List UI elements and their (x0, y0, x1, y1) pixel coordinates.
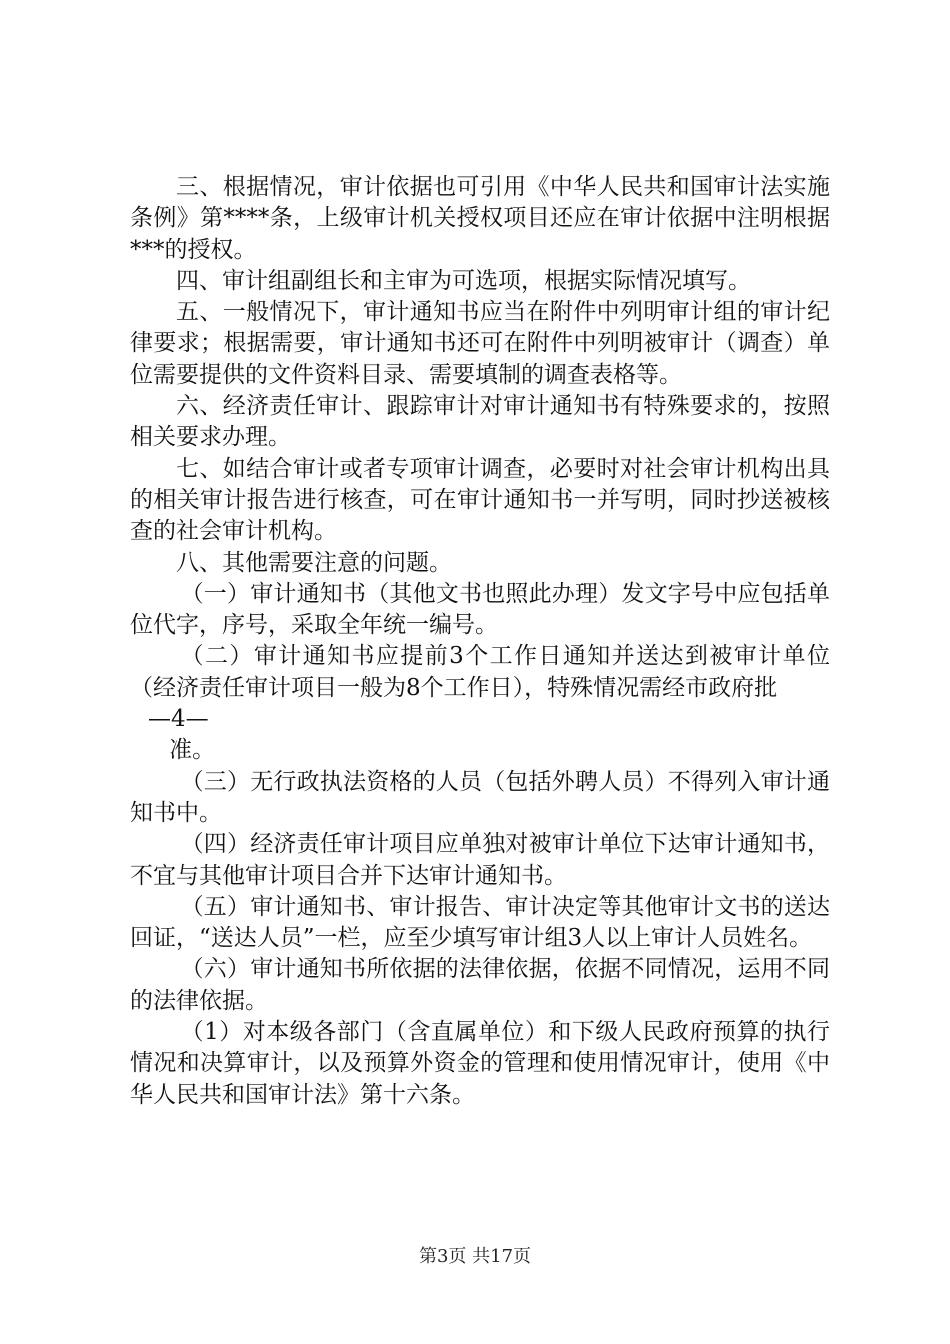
paragraph-3: 三、根据情况，审计依据也可引用《中华人民共和国审计法实施条例》第****条，上级审计机关授权项目还应在审计依据中注明根据***的授权。 (130, 174, 830, 263)
paragraph-8-6-1: （1）对本级各部门（含直属单位）和下级人民政府预算的执行情况和决算审计，以及预算外资金的管理和使用情况审计，使用《中华人民共和国审计法》第十六条。 (130, 1019, 830, 1108)
continuation-text: 准。 (169, 737, 216, 764)
page-footer: 第3页 共17页 (418, 1246, 532, 1267)
paragraph-8-1: （一）审计通知书（其他文书也照此办理）发文字号中应包括单位代字，序号，采取全年统一编号。 (130, 580, 830, 639)
paragraph-8-4: （四）经济责任审计项目应单独对被审计单位下达审计通知书，不宜与其他审计项目合并下达审计通知书。 (130, 831, 830, 889)
paragraph-4: 四、审计组副组长和主审为可选项，根据实际情况填写。 (176, 267, 751, 294)
paragraph-8-6: （六）审计通知书所依据的法律依据，依据不同情况，运用不同的法律依据。 (130, 956, 830, 1014)
page-marker: —4— (148, 706, 209, 733)
paragraph-8-2: （二）审计通知书应提前3个工作日通知并送达到被审计单位（经济责任审计项目一般为8个工作日），特殊情况需经市政府批 (130, 643, 830, 701)
paragraph-8-3: （三）无行政执法资格的人员（包括外聘人员）不得列入审计通知书中。 (130, 768, 830, 826)
paragraph-8: 八、其他需要注意的问题。 (176, 549, 452, 576)
paragraph-5: 五、一般情况下，审计通知书应当在附件中列明审计组的审计纪律要求；根据需要，审计通知书还可在附件中列明被审计（调查）单位需要提供的文件资料目录、需要填制的调查表格等。 (130, 299, 830, 388)
paragraph-8-5: （五）审计通知书、审计报告、审计决定等其他审计文书的送达回证，“送达人员”一栏，应至少填写审计组3人以上审计人员姓名。 (130, 893, 830, 952)
paragraph-6: 六、经济责任审计、跟踪审计对审计通知书有特殊要求的，按照相关要求办理。 (130, 393, 830, 451)
paragraph-7: 七、如结合审计或者专项审计调查，必要时对社会审计机构出具的相关审计报告进行核查，可在审计通知书一并写明，同时抄送被核查的社会审计机构。 (130, 455, 830, 545)
document-body (130, 172, 830, 1111)
